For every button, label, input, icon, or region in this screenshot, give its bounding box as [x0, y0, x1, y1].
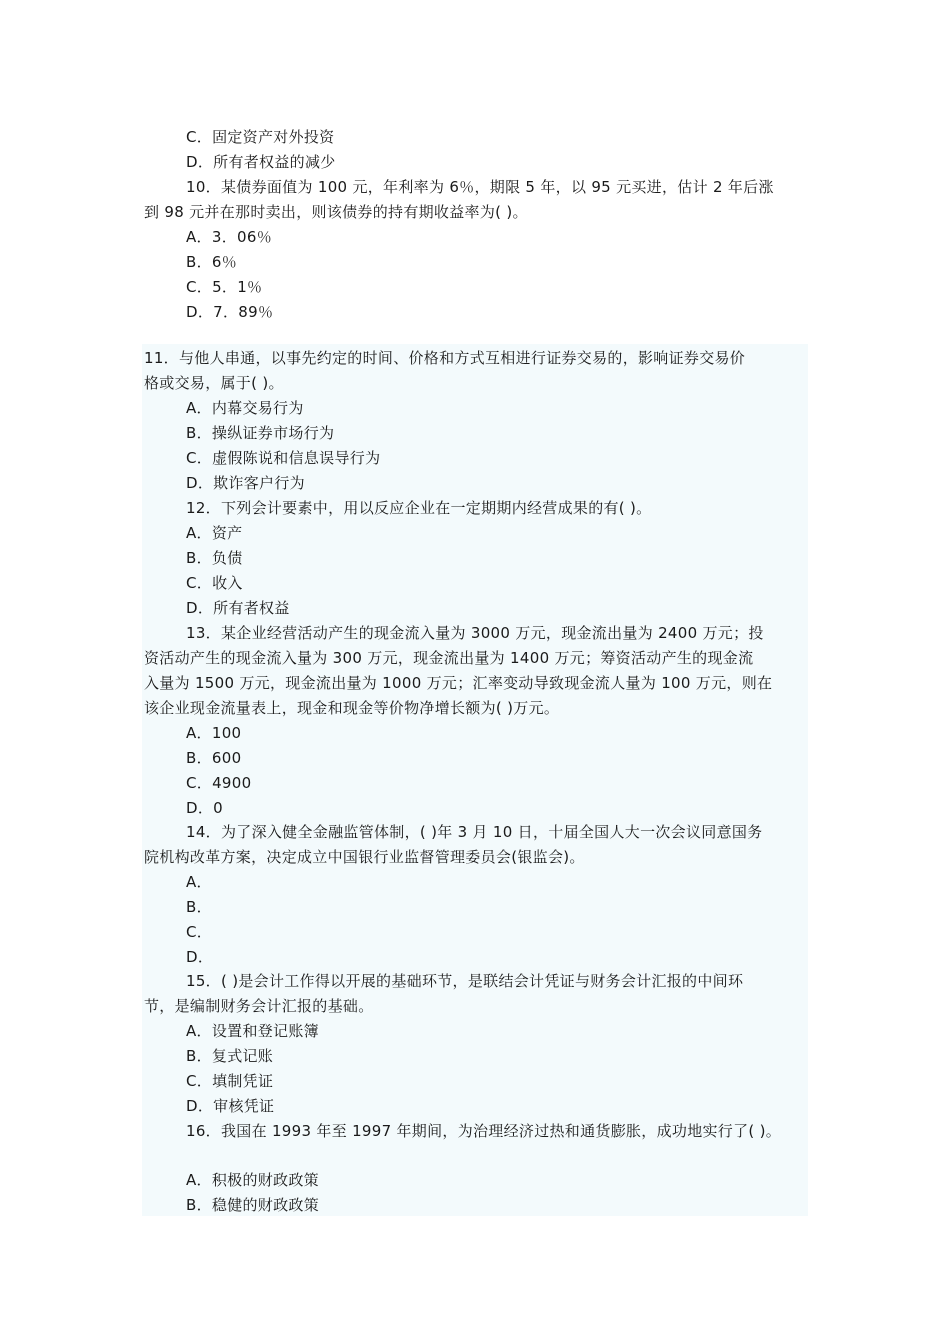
option-d: D．所有者权益的减少: [186, 153, 336, 171]
option-c: C．5．1％: [186, 278, 263, 296]
option-c: C．虚假陈说和信息误导行为: [186, 449, 381, 467]
option-b: B．: [186, 898, 212, 916]
question-11-text-cont: 格或交易，属于( )。: [144, 374, 284, 392]
option-d: D．7．89％: [186, 303, 274, 321]
option-b: B．操纵证券市场行为: [186, 424, 335, 442]
option-d: D．: [186, 948, 214, 966]
option-a: A．资产: [186, 524, 243, 542]
option-a: A．: [186, 873, 212, 891]
question-13-text-cont: 该企业现金流量表上，现金和现金等价物净增长额为( )万元。: [144, 699, 560, 717]
option-a: A．100: [186, 724, 242, 742]
option-a: A．设置和登记账簿: [186, 1022, 319, 1040]
question-14-text-cont: 院机构改革方案，决定成立中国银行业监督管理委员会(银监会)。: [144, 848, 585, 866]
option-c: C．收入: [186, 574, 243, 592]
option-a: A．内幕交易行为: [186, 399, 304, 417]
option-d: D．0: [186, 799, 223, 817]
question-15-text: 15．( )是会计工作得以开展的基础环节，是联结会计凭证与财务会计汇报的中间环: [186, 972, 744, 990]
question-15-text-cont: 节，是编制财务会计汇报的基础。: [144, 997, 374, 1015]
question-10-text-cont: 到 98 元并在那时卖出，则该债券的持有期收益率为( )。: [144, 203, 528, 221]
option-b: B．复式记账: [186, 1047, 274, 1065]
question-13-text: 13．某企业经营活动产生的现金流入量为 3000 万元，现金流出量为 2400 万元；投: [186, 624, 764, 642]
option-a: A．3．06％: [186, 228, 272, 246]
question-12-text: 12．下列会计要素中，用以反应企业在一定期期内经营成果的有( )。: [186, 499, 652, 517]
question-10-text: 10．某债券面值为 100 元，年利率为 6％，期限 5 年，以 95 元买进，估计 2 年后涨: [186, 178, 774, 196]
option-b: B．负债: [186, 549, 243, 567]
option-d: D．欺诈客户行为: [186, 474, 305, 492]
option-a: A．积极的财政政策: [186, 1171, 319, 1189]
question-14-text: 14．为了深入健全金融监管体制，( )年 3 月 10 日，十届全国人大一次会议同意国务: [186, 823, 763, 841]
option-c: C．填制凭证: [186, 1072, 274, 1090]
option-b: B．600: [186, 749, 242, 767]
option-c: C．4900: [186, 774, 252, 792]
option-c: C．固定资产对外投资: [186, 128, 335, 146]
option-d: D．审核凭证: [186, 1097, 275, 1115]
question-13-text-cont: 资活动产生的现金流入量为 300 万元，现金流出量为 1400 万元；筹资活动产生的现金流: [144, 649, 754, 667]
question-16-text: 16．我国在 1993 年至 1997 年期间，为治理经济过热和通货膨胀，成功地实行了( )。: [186, 1122, 782, 1140]
option-c: C．: [186, 923, 213, 941]
question-13-text-cont: 入量为 1500 万元，现金流出量为 1000 万元；汇率变动导致现金流人量为 100 万元，则在: [144, 674, 773, 692]
option-b: B．6％: [186, 253, 238, 271]
option-d: D．所有者权益: [186, 599, 290, 617]
option-b: B．稳健的财政政策: [186, 1196, 319, 1214]
question-11-text: 11．与他人串通，以事先约定的时间、价格和方式互相进行证券交易的，影响证券交易价: [144, 349, 746, 367]
